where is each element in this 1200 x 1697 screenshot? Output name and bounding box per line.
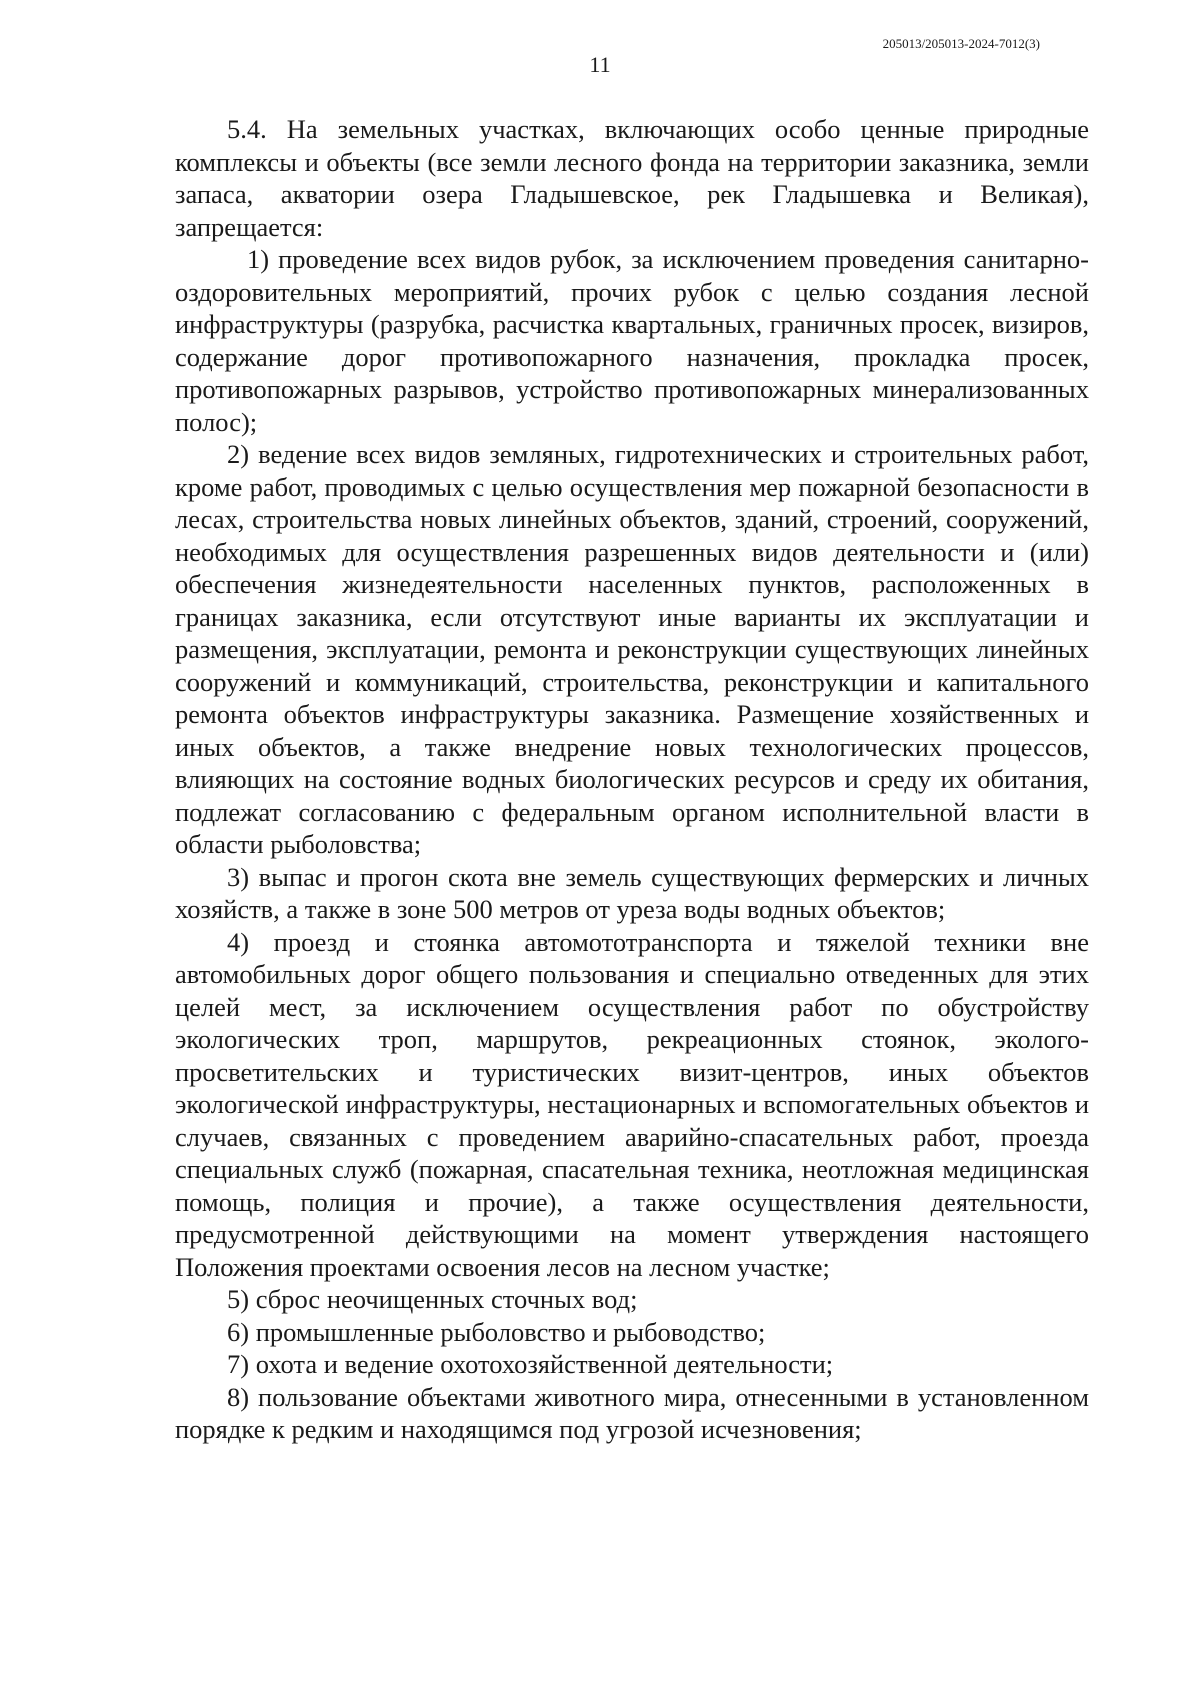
list-item-3: 3) выпас и прогон скота вне земель существующих фермерских и личных хозяйств, а также в зоне 500 метров от уреза воды водных объектов;: [175, 861, 1089, 924]
paragraph-5-4: 5.4. На земельных участках, включающих особо ценные природные комплексы и объекты (все земли лесного фонда на территории заказника, земли запаса, акватории озера Гладышевское, рек Гладышевка и Великая), запрещается:: [175, 114, 1089, 242]
list-item-6: 6) промышленные рыболовство и рыбоводство;: [227, 1316, 766, 1347]
document-id: 205013/205013-2024-7012(3): [882, 36, 1040, 51]
document-body: [175, 113, 1089, 1446]
list-item-7: 7) охота и ведение охотохозяйственной деятельности;: [227, 1349, 834, 1379]
page-number: 11: [589, 52, 611, 77]
list-item-1: 1) проведение всех видов рубок, за исключением проведения санитарно-оздоровительных мероприятий, прочих рубок с целью создания лесной инфраструктуры (разрубка, расчистка квартальных, граничных просек, визиров, содержание дорог противопожарного назначения, прокладка просек, противопожарных разрывов, устройство противопожарных минерализованных полос);: [175, 244, 1089, 437]
list-item-5: 5) сброс неочищенных сточных вод;: [227, 1284, 638, 1314]
list-item-2: 2) ведение всех видов земляных, гидротехнических и строительных работ, кроме работ, проводимых с целью осуществления мер пожарной безопасности в лесах, строительства новых линейных объектов, зданий, строений, сооружений, необходимых для осуществления разрешенных видов деятельности и (или) обеспечения жизнедеятельности населенных пунктов, расположенных в границах заказника, если отсутствуют иные варианты их эксплуатации и размещения, эксплуатации, ремонта и реконструкции существующих линейных сооружений и коммуникаций, строительства, реконструкции и капитального ремонта объектов инфраструктуры заказника. Размещение хозяйственных и иных объектов, а также внедрение новых технологических процессов, влияющих на состояние водных биологических ресурсов и среду их обитания, подлежат согласованию с федеральным органом исполнительной власти в области рыболовства;: [175, 439, 1089, 859]
list-item-4: 4) проезд и стоянка автомототранспорта и тяжелой техники вне автомобильных дорог общего пользования и специально отведенных для этих целей мест, за исключением осуществления работ по обустройству экологических троп, маршрутов, рекреационных стоянок, эколого-просветительских и туристических визит-центров, иных объектов экологической инфраструктуры, нестационарных и вспомогательных объектов и случаев, связанных с проведением аварийно-спасательных работ, проезда специальных служб (пожарная, спасательная техника, неотложная медицинская помощь, полиция и прочие), а также осуществления деятельности, предусмотренной действующими на момент утверждения настоящего Положения проектами освоения лесов на лесном участке;: [175, 926, 1089, 1282]
list-item-8: 8) пользование объектами животного мира, отнесенными в установленном порядке к редким и находящимся под угрозой исчезновения;: [175, 1381, 1089, 1444]
